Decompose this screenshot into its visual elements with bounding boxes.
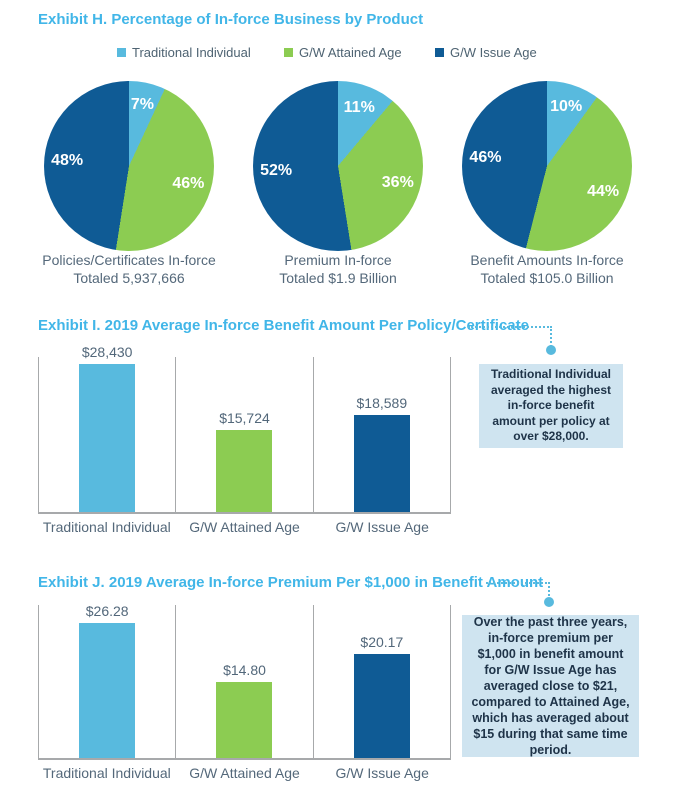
bar-cell-gw-issue-age — [313, 605, 451, 758]
bar-traditional-individual — [79, 364, 135, 512]
exhibit-i-connector-line — [468, 326, 552, 328]
bar-traditional-individual — [79, 623, 135, 758]
pie-percent-label: 7% — [130, 96, 154, 114]
category-label: G/W Attained Age — [189, 765, 300, 781]
bar-gw-attained-age — [216, 430, 272, 512]
pie-chart-premium — [253, 81, 423, 251]
category-label: Traditional Individual — [42, 519, 171, 535]
bar-value-label: $18,589 — [356, 395, 408, 412]
exhibit-i-connector-line — [550, 326, 552, 347]
exhibit-i-connector-dot-icon — [546, 345, 556, 355]
category-label: G/W Attained Age — [189, 519, 300, 535]
bar-value-label: $15,724 — [219, 410, 270, 427]
exhibit-i-bar-chart — [38, 344, 451, 514]
legend-swatch-traditional-individual — [117, 48, 126, 57]
legend-label: G/W Attained Age — [299, 45, 402, 60]
exhibit-i-callout: Traditional Individual averaged the highest in-force benefit amount per policy at over $28,000. — [479, 364, 623, 448]
legend-swatch-gw-attained-age — [284, 48, 293, 57]
pie-percent-label: 10% — [550, 97, 583, 115]
bar-cell-traditional-individual — [38, 344, 175, 512]
bar-cell-gw-attained-age — [175, 357, 312, 512]
exhibit-j-connector-dot-icon — [544, 597, 554, 607]
legend-item-traditional-individual — [117, 45, 251, 60]
exhibit-h-title: Exhibit H. Percentage of In-force Business by Product — [38, 11, 424, 28]
legend-label: Traditional Individual — [132, 45, 251, 60]
pie-percent-label: 44% — [587, 183, 620, 201]
pie-percent-label: 48% — [51, 152, 84, 170]
bar-gw-attained-age — [216, 682, 272, 758]
bar-cell-gw-attained-age — [175, 605, 312, 758]
legend-item-gw-attained-age — [284, 45, 402, 60]
category-label: Traditional Individual — [42, 765, 171, 781]
category-label: G/W Issue Age — [335, 519, 429, 535]
pie-caption-line: Benefit Amounts In-force — [470, 252, 624, 268]
pie-caption-line: Totaled 5,937,666 — [73, 270, 185, 286]
pie-percent-label: 52% — [260, 161, 293, 179]
bar-value-label: $14.80 — [223, 662, 266, 678]
bar-gw-issue-age — [354, 415, 410, 512]
category-label: G/W Issue Age — [335, 765, 429, 781]
bar-gw-issue-age — [354, 654, 410, 758]
pie-caption-benefit-amounts — [427, 251, 667, 287]
pie-percent-label: 36% — [381, 173, 414, 191]
pie-percent-label: 11% — [343, 98, 375, 116]
exhibit-j-bar-chart — [38, 605, 451, 760]
legend-item-gw-issue-age — [435, 45, 537, 60]
exhibit-j-callout: Over the past three years, in-force premium per $1,000 in benefit amount for G/W Issue Age has averaged close to $21, compared to Attained Age, which has averaged about $15 during that same time period. — [462, 615, 639, 757]
pie-caption-line: Policies/Certificates In-force — [42, 252, 216, 268]
bar-cell-gw-issue-age — [313, 357, 451, 512]
pie-caption-policies-certificates — [9, 251, 249, 287]
exhibit-j-category-axis — [38, 765, 451, 781]
legend-swatch-gw-issue-age — [435, 48, 444, 57]
pie-chart-benefit-amounts — [462, 81, 632, 251]
pie-chart-policies-certificates — [44, 81, 214, 251]
exhibit-j-title: Exhibit J. 2019 Average In-force Premium Per $1,000 in Benefit Amount — [38, 574, 544, 591]
pie-caption-line: Totaled $1.9 Billion — [279, 270, 397, 286]
pie-caption-premium — [218, 251, 458, 287]
exhibit-i-title: Exhibit I. 2019 Average In-force Benefit Amount Per Policy/Certificate — [38, 317, 529, 334]
pie-percent-label: 46% — [469, 149, 502, 167]
bar-value-label: $28,430 — [81, 344, 133, 360]
pie-percent-label: 46% — [172, 175, 205, 193]
bar-value-label: $20.17 — [360, 634, 404, 651]
bar-value-label: $26.28 — [85, 603, 129, 619]
legend-label: G/W Issue Age — [450, 45, 537, 60]
bar-cell-traditional-individual — [38, 605, 175, 758]
pie-caption-line: Totaled $105.0 Billion — [480, 270, 614, 286]
exhibit-j-connector-line — [486, 582, 550, 584]
exhibit-i-category-axis — [38, 519, 451, 535]
pie-caption-line: Premium In-force — [284, 252, 392, 268]
